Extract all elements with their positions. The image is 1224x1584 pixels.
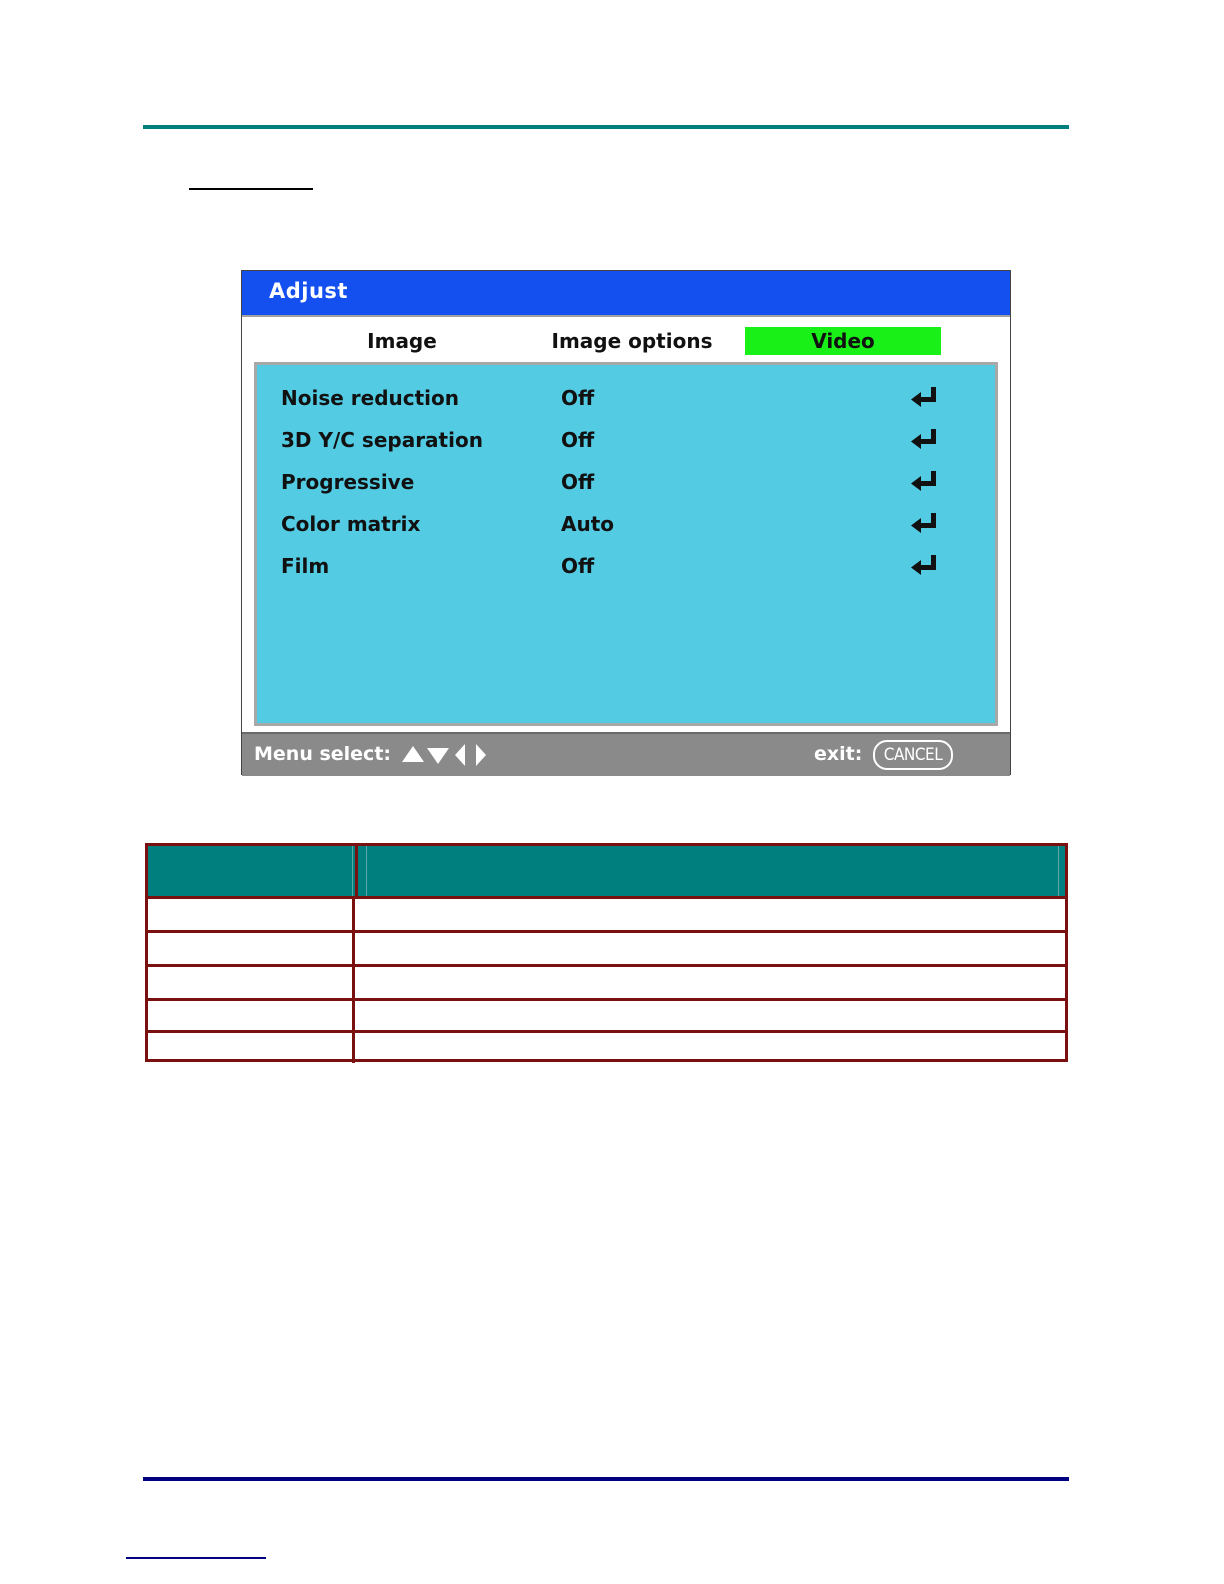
osd-footer-bar bbox=[242, 732, 1010, 776]
arrow-down-icon bbox=[427, 748, 449, 764]
table-row bbox=[148, 933, 1065, 967]
bottom-divider bbox=[143, 1477, 1069, 1481]
menu-item-3d-yc-separation[interactable] bbox=[257, 425, 995, 459]
video-settings-panel bbox=[254, 362, 998, 726]
table-cell bbox=[148, 967, 355, 998]
osd-tab-bar bbox=[242, 315, 1010, 363]
tab-video[interactable]: Video bbox=[745, 327, 941, 355]
enter-icon[interactable] bbox=[909, 469, 939, 495]
enter-icon[interactable] bbox=[909, 385, 939, 411]
enter-icon[interactable] bbox=[909, 511, 939, 537]
menu-item-progressive[interactable] bbox=[257, 467, 995, 501]
menu-item-value: Off bbox=[561, 554, 595, 578]
enter-icon[interactable] bbox=[909, 427, 939, 453]
cancel-button[interactable]: CANCEL bbox=[873, 740, 953, 770]
table-row bbox=[148, 899, 1065, 933]
table-header-cell bbox=[358, 846, 1065, 896]
table-row bbox=[148, 1032, 1065, 1063]
table-cell bbox=[148, 999, 355, 1030]
osd-title-bar bbox=[242, 271, 1010, 315]
arrow-left-icon bbox=[455, 744, 465, 766]
table-cell bbox=[358, 967, 1065, 998]
table-row bbox=[148, 999, 1065, 1033]
table-cell bbox=[148, 1032, 355, 1063]
table-cell bbox=[358, 1032, 1065, 1063]
table-cell bbox=[148, 899, 355, 930]
table-row bbox=[148, 967, 1065, 1001]
tab-image-options[interactable]: Image options bbox=[551, 329, 713, 353]
menu-item-value: Off bbox=[561, 386, 595, 410]
menu-item-value: Auto bbox=[561, 512, 615, 536]
tab-image[interactable]: Image bbox=[367, 329, 437, 353]
table-cell bbox=[358, 899, 1065, 930]
menu-item-label: Noise reduction bbox=[281, 386, 459, 410]
heading-underline bbox=[189, 188, 313, 190]
navigation-arrows-icon bbox=[402, 743, 492, 767]
menu-item-label: Progressive bbox=[281, 470, 415, 494]
exit-label: exit: bbox=[814, 743, 863, 765]
menu-item-label: Film bbox=[281, 554, 330, 578]
enter-icon[interactable] bbox=[909, 553, 939, 579]
footer-link-underline bbox=[126, 1557, 266, 1559]
osd-title: Adjust bbox=[269, 279, 348, 303]
menu-select-label: Menu select: bbox=[254, 743, 391, 765]
menu-item-color-matrix[interactable] bbox=[257, 509, 995, 543]
menu-item-label: Color matrix bbox=[281, 512, 421, 536]
menu-item-value: Off bbox=[561, 428, 595, 452]
arrow-right-icon bbox=[476, 744, 486, 766]
description-table bbox=[145, 843, 1068, 1062]
menu-item-film[interactable] bbox=[257, 551, 995, 585]
table-header-cell bbox=[148, 846, 358, 896]
menu-item-value: Off bbox=[561, 470, 595, 494]
top-divider bbox=[143, 125, 1069, 129]
table-cell bbox=[148, 933, 355, 964]
osd-menu-window bbox=[241, 270, 1011, 775]
table-cell bbox=[358, 999, 1065, 1030]
table-header bbox=[148, 846, 1065, 899]
table-cell bbox=[358, 933, 1065, 964]
menu-item-noise-reduction[interactable] bbox=[257, 383, 995, 417]
arrow-up-icon bbox=[402, 746, 424, 762]
menu-item-label: 3D Y/C separation bbox=[281, 428, 483, 452]
